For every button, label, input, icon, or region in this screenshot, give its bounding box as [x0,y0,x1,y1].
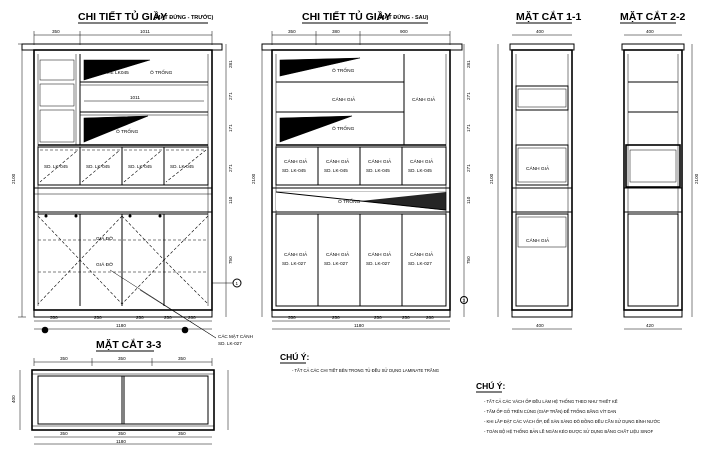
note-1-line-1: - TẤT CẢ CÁC CHI TIẾT BÊN TRONG TỦ ĐỀU SỬ DỤNG LAMINATE TRẮNG [292,368,439,373]
sec33-dim-bottom-2: 350 [118,431,126,436]
front-panel-label-1: KHUNG 50 TRẮNG [90,62,133,67]
back-low-door-2: CÁNH GIẢ [326,253,350,258]
front-right-dim-4: 271 [228,164,233,172]
back-dim-bottom-1: 350 [288,315,296,320]
section-2-2 [622,29,699,329]
front-elevation [11,29,253,346]
front-dim-bottom-4: 250 [164,315,172,320]
front-total-width: 1180 [116,323,126,328]
front-right-dim-5: 110 [228,196,233,204]
note-2-line-1: - TẤT CẢ CÁC VÁCH ỐP ĐỀU LÀM HỆ THỐNG THEO NHƯ THIẾT KẾ [484,399,618,404]
front-callout-2: SD. LK-027 [218,341,242,346]
sec11-height: 2100 [489,173,494,184]
front-dim-bottom-3: 250 [136,315,144,320]
sec22-dim-top: 400 [646,29,654,34]
sec33-dim-top-3: 350 [178,356,186,361]
back-right-dim-4: 271 [466,164,471,172]
front-section-mark-1: 1 [235,281,239,286]
front-right-dim-1: 281 [228,60,233,68]
front-dim-bottom-1: 350 [50,315,58,320]
note-2-line-3: - KHI LẮP ĐẶT CÁC VÁCH ỐP, ĐỂ SÀN SÀNG ĐÔ ĐỒNG ĐỀU CẦN SỬ DỤNG BÌNH NƯỚC [484,419,661,424]
sec33-height: 400 [11,395,16,403]
front-dim-bottom-2: 250 [94,315,102,320]
back-dim-bottom-5: 260 [426,315,434,320]
front-right-dim-3: 171 [228,124,233,132]
front-panel-label-2: LAMINATE LK045 [90,71,129,76]
front-shelf-label-2: GIÁ ĐỠ [96,263,114,268]
front-drawer-code-1: SD. LK-045 [44,164,68,169]
back-right-dim-1: 281 [466,60,471,68]
back-top-door-1: CÁNH GIẢ [332,98,356,103]
title-front-sub: (MẶT ĐỨNG - TRƯỚC) [154,15,214,21]
front-dim-bottom-5: 260 [188,315,196,320]
sec33-total-width: 1180 [116,439,126,444]
back-mid-code-2: SD. LK-045 [324,168,348,173]
back-dim-bottom-4: 250 [402,315,410,320]
back-low-door-4: CÁNH GIẢ [410,253,434,258]
sec11-dim-top: 400 [536,29,544,34]
sec33-dim-top-1: 350 [60,356,68,361]
section-3-3 [11,356,228,444]
title-back: CHI TIẾT TỦ GIẦY [302,11,392,23]
front-dim-top-1: 350 [52,29,60,34]
back-total-width: 1180 [354,323,364,328]
front-shelf-label-1: GIÁ ĐỠ [96,237,114,242]
title-front: CHI TIẾT TỦ GIẦY [78,11,168,23]
sec11-dim-bottom: 400 [536,323,544,328]
back-low-code-3: SD. LK-027 [366,261,390,266]
back-elevation [251,29,471,329]
back-right-dim-6: 750 [466,256,471,264]
back-section-mark: 3 [462,298,466,303]
back-right-dim-3: 171 [466,124,471,132]
back-low-code-4: SD. LK-027 [408,261,432,266]
front-empty-cell-1: Ô TRỐNG [150,71,173,76]
back-top-door-2: CÁNH GIẢ [412,98,436,103]
front-height: 2100 [11,173,16,184]
front-empty-cell-2: Ô TRỐNG [116,130,139,135]
sec33-dim-bottom-3: 350 [178,431,186,436]
back-height: 2100 [251,173,256,184]
front-dim-top-2: 1011 [140,29,150,34]
front-drawer-code-2: SD. LK-045 [86,164,110,169]
note-1-heading: CHÚ Ý: [280,352,310,362]
sec22-height: 2100 [694,173,699,184]
note-2-line-2: - TẤM ỐP GỖ TRÊN CÙNG (GIÁP TRẦN) ĐỂ TRỐNG BẰNG VÍT DAN [484,409,617,414]
back-mid-code-1: SD. LK-045 [282,168,306,173]
back-empty-cell-1: Ô TRỐNG [332,69,355,74]
back-mid-door-1: CÁNH GIẢ [284,160,308,165]
sec22-dim-bottom: 420 [646,323,654,328]
back-low-code-1: SD. LK-027 [282,261,306,266]
front-right-dim-2: 271 [228,92,233,100]
back-dim-top-1: 350 [288,29,296,34]
front-inner-dim: 1011 [130,95,140,100]
back-low-door-1: CÁNH GIẢ [284,253,308,258]
back-dim-top-2: 380 [332,29,340,34]
note-2 [476,380,660,434]
back-empty-cell-2: Ô TRỐNG [332,127,355,132]
title-section-2-2: MẶT CẮT 2-2 [620,11,686,23]
back-empty-cell-3: Ô TRỐNG [338,200,361,205]
section-1-1 [489,29,574,329]
note-2-line-4: - TOÀN BỘ HỆ THỐNG BẢN LỀ NGĂN KÉO ĐƯỢC SỬ DỤNG BẰNG CHẤT LIỆU SINOF [484,429,654,434]
title-section-1-1: MẶT CẮT 1-1 [516,11,582,23]
sec11-label-2: CÁNH GIẢ [526,239,550,244]
title-back-sub: (MẶT ĐỨNG - SAU) [378,15,429,21]
front-right-dim-6: 750 [228,256,233,264]
back-mid-door-4: CÁNH GIẢ [410,160,434,165]
note-1 [280,351,439,373]
note-2-heading: CHÚ Ý: [476,381,506,391]
back-low-code-2: SD. LK-027 [324,261,348,266]
back-mid-code-3: SD. LK-045 [366,168,390,173]
front-callout-1: CÁC MẶT CÁNH [218,334,253,339]
back-right-dim-2: 271 [466,92,471,100]
back-dim-bottom-2: 250 [332,315,340,320]
front-drawer-code-4: SD. LK-045 [170,164,194,169]
back-dim-bottom-3: 250 [374,315,382,320]
back-low-door-3: CÁNH GIẢ [368,253,392,258]
sec33-dim-top-2: 350 [118,356,126,361]
back-dim-top-3: 900 [400,29,408,34]
front-drawer-code-3: SD. LK-045 [128,164,152,169]
back-mid-code-4: SD. LK-045 [408,168,432,173]
title-section-3-3: MẶT CẮT 3-3 [96,339,162,351]
sec33-dim-bottom-1: 350 [60,431,68,436]
back-mid-door-2: CÁNH GIẢ [326,160,350,165]
sec11-label-1: CÁNH GIẢ [526,167,550,172]
back-right-dim-5: 110 [466,196,471,204]
back-mid-door-3: CÁNH GIẢ [368,160,392,165]
